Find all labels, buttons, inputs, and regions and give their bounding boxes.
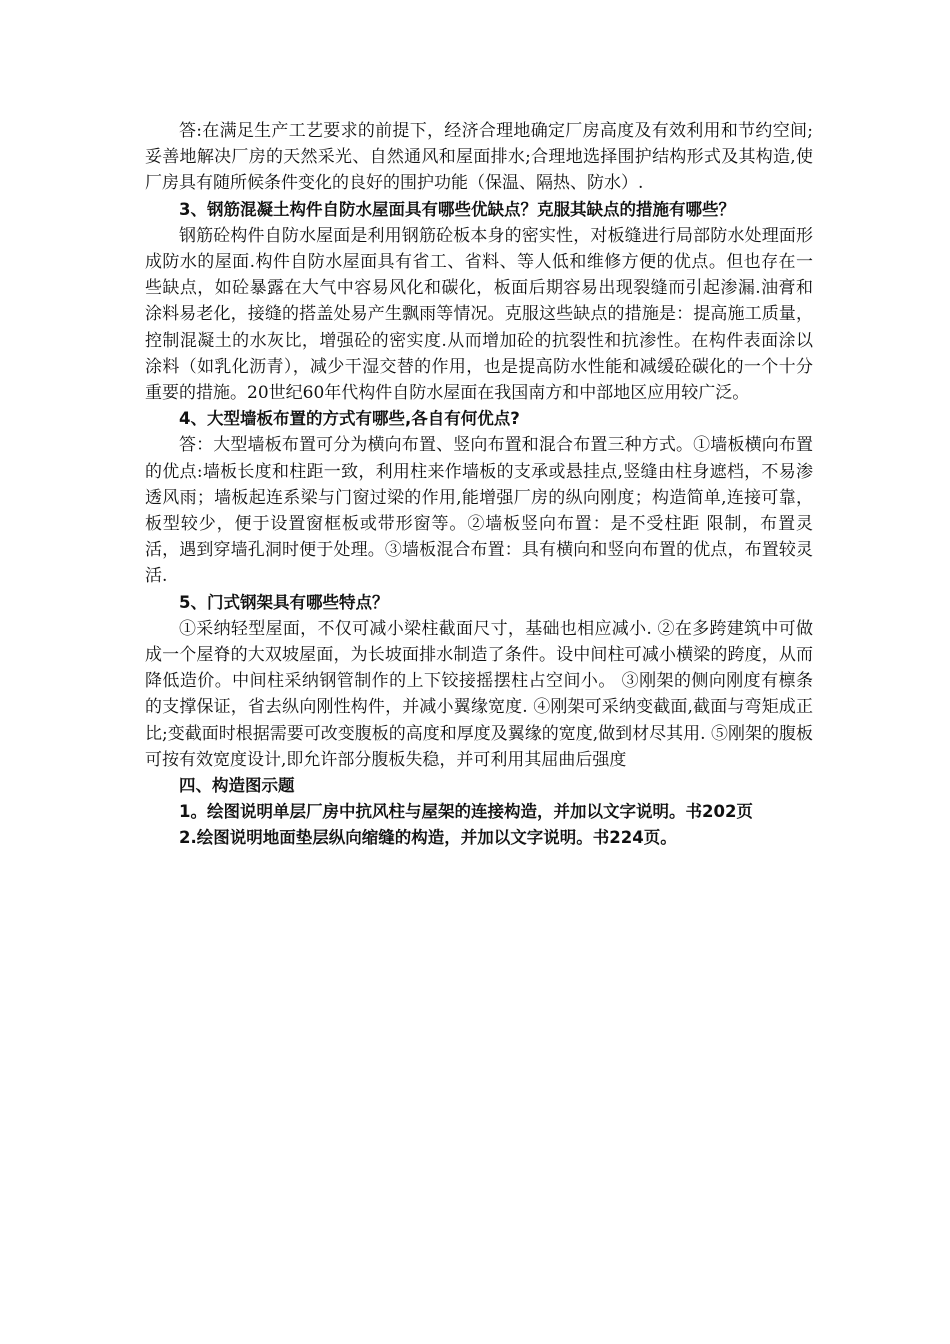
answer-paragraph-4: 答：大型墙板布置可分为横向布置、竖向布置和混合布置三种方式。①墙板横向布置的优点:墙板长度和柱距一致，利用柱来作墙板的支承或悬挂点,竖缝由柱身遮档，不易渗透风雨；墙板起连系梁与门窗过梁的作用,能增强厂房的纵向刚度；构造简单,连接可靠，板型较少，便于设置窗框板或带形窗等。②墙板竖向布置：是不受柱距 限制，布置灵活，遇到穿墙孔洞时便于处理。③墙板混合布置：具有横向和竖向布置的优点，布置较灵活.: [145, 435, 813, 587]
question-heading-4: 4、大型墙板布置的方式有哪些,各自有何优点?: [179, 409, 520, 429]
document-page: [145, 118, 813, 852]
question-heading-5: 5、门式钢架具有哪些特点？: [179, 592, 389, 612]
section-heading-4: 四、构造图示题: [179, 776, 295, 796]
drawing-question-1: 1。绘图说明单层厂房中抗风柱与屋架的连接构造，并加以文字说明。书202页: [179, 802, 753, 822]
drawing-question-2: 2.绘图说明地面垫层纵向缩缝的构造，并加以文字说明。书224页。: [179, 828, 677, 848]
question-heading-3: 3、钢筋混凝土构件自防水屋面具有哪些优缺点？克服其缺点的措施有哪些？: [179, 199, 735, 219]
answer-paragraph-3: 钢筋砼构件自防水屋面是利用钢筋砼板本身的密实性，对板缝进行局部防水处理面形成防水的屋面.构件自防水屋面具有省工、省料、等人低和维修方便的优点。但也存在一些缺点，如砼暴露在大气中容易风化和碳化，板面后期容易出现裂缝而引起渗漏.油膏和涂料易老化，接缝的搭盖处易产生飘雨等情况。克服这些缺点的措施是：提高施工质量，控制混凝土的水灰比，增强砼的密实度.从而增加砼的抗裂性和抗渗性。在构件表面涂以涂料（如乳化沥青），减少干湿交替的作用，也是提高防水性能和减缓砼碳化的一个十分重要的措施。20世纪60年代构件自防水屋面在我国南方和中部地区应用较广泛。: [145, 225, 813, 404]
answer-paragraph-2: 答:在满足生产工艺要求的前提下，经济合理地确定厂房高度及有效利用和节约空间;妥善地解决厂房的天然采光、自然通风和屋面排水;合理地选择围护结构形式及其构造,使厂房具有随所候条件变化的良好的围护功能（保温、隔热、防水）.: [145, 121, 813, 194]
answer-paragraph-5: ①采纳轻型屋面，不仅可减小梁柱截面尺寸，基础也相应减小. ②在多跨建筑中可做成一个屋脊的大双坡屋面，为长坡面排水制造了条件。设中间柱可减小横梁的跨度，从而降低造价。中间柱采纳钢管制作的上下铰接摇摆柱占空间小。 ③刚架的侧向刚度有檩条的支撑保证，省去纵向刚性构件，并减小翼缘宽度. ④刚架可采纳变截面,截面与弯矩成正比;变截面时根据需要可改变腹板的高度和厚度及翼缘的宽度,做到材尽其用. ⑤刚架的腹板可按有效宽度设计,即允许部分腹板失稳，并可利用其屈曲后强度: [145, 618, 813, 770]
